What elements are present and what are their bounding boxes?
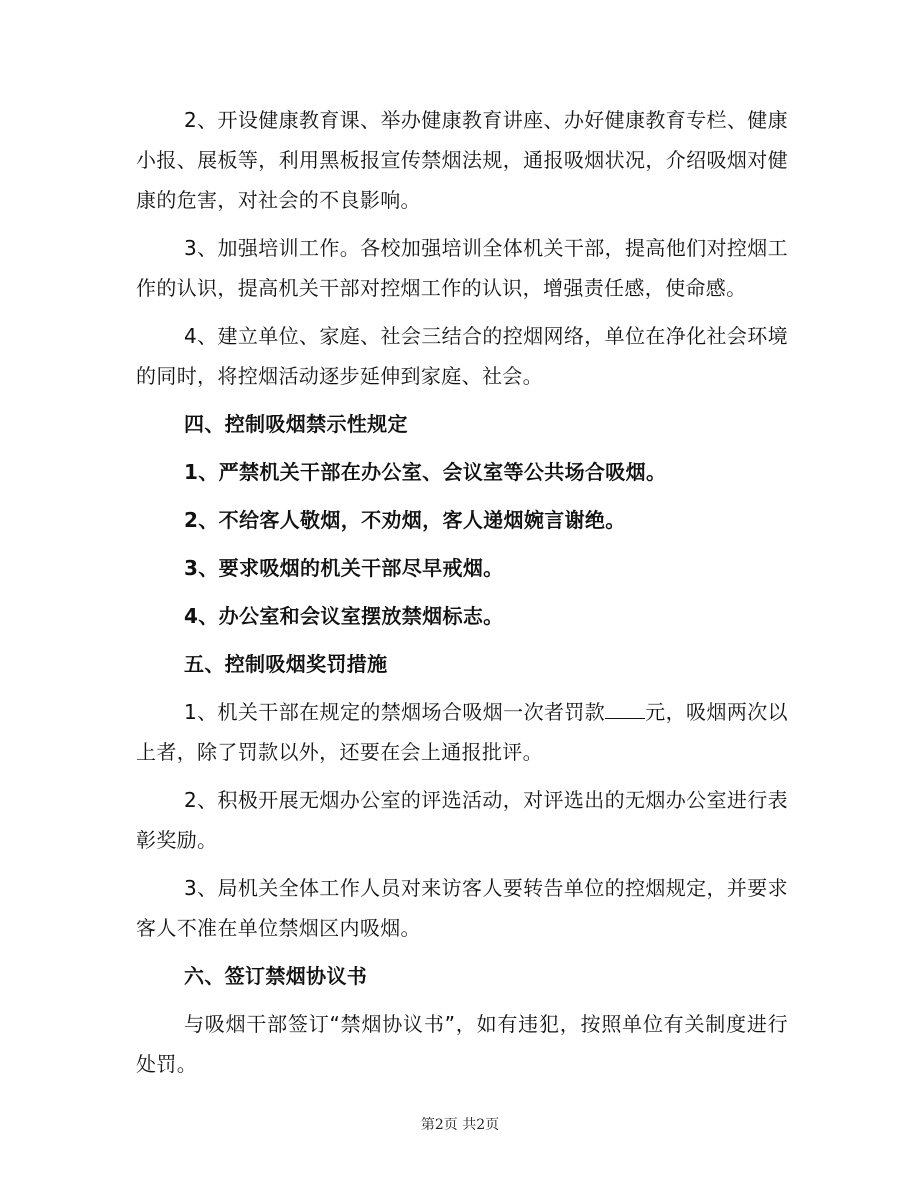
fine-text-before: 1、机关干部在规定的禁烟场合吸烟一次者罚款 (184, 700, 606, 724)
paragraph-fine (136, 692, 788, 772)
paragraph-smoke-free-office: 2、积极开展无烟办公室的评选活动，对评选出的无烟办公室进行表彰奖励。 (136, 788, 788, 852)
rule-no-smoking-signs: 4、办公室和会议室摆放禁烟标志。 (184, 604, 504, 628)
fine-amount-blank (605, 702, 645, 719)
rule-quit-smoking: 3、要求吸烟的机关干部尽早戒烟。 (184, 556, 504, 580)
section-heading-prohibitions: 四、控制吸烟禁示性规定 (184, 412, 408, 436)
paragraph-health-education: 2、开设健康教育课、举办健康教育讲座、办好健康教育专栏、健康小报、展板等，利用黑板报宣传禁烟法规，通报吸烟状况，介绍吸烟对健康的危害，对社会的不良影响。 (136, 108, 788, 212)
section-heading-rewards-penalties: 五、控制吸烟奖罚措施 (184, 652, 388, 676)
page-number-footer: 第2页 共2页 (420, 1117, 500, 1133)
paragraph-agreement: 与吸烟干部签订“禁烟协议书”，如有违犯，按照单位有关制度进行处罚。 (136, 1012, 788, 1076)
fine-text-after: 元，吸烟两次以上者，除了罚款以外，还要在会上通报批评。 (136, 700, 789, 764)
document-body (136, 100, 788, 1084)
paragraph-visitors: 3、局机关全体工作人员对来访客人要转告单位的控烟规定，并要求客人不准在单位禁烟区内吸烟。 (136, 876, 788, 940)
paragraph-training: 3、加强培训工作。各校加强培训全体机关干部，提高他们对控烟工作的认识，提高机关干部对控烟工作的认识，增强责任感，使命感。 (136, 236, 788, 300)
section-heading-agreement: 六、签订禁烟协议书 (184, 964, 368, 988)
paragraph-network: 4、建立单位、家庭、社会三结合的控烟网络，单位在净化社会环境的同时，将控烟活动逐步延伸到家庭、社会。 (136, 324, 788, 388)
rule-no-offering-cigarettes: 2、不给客人敬烟，不劝烟，客人递烟婉言谢绝。 (184, 508, 626, 532)
rule-no-smoking-public: 1、严禁机关干部在办公室、会议室等公共场合吸烟。 (184, 460, 667, 484)
